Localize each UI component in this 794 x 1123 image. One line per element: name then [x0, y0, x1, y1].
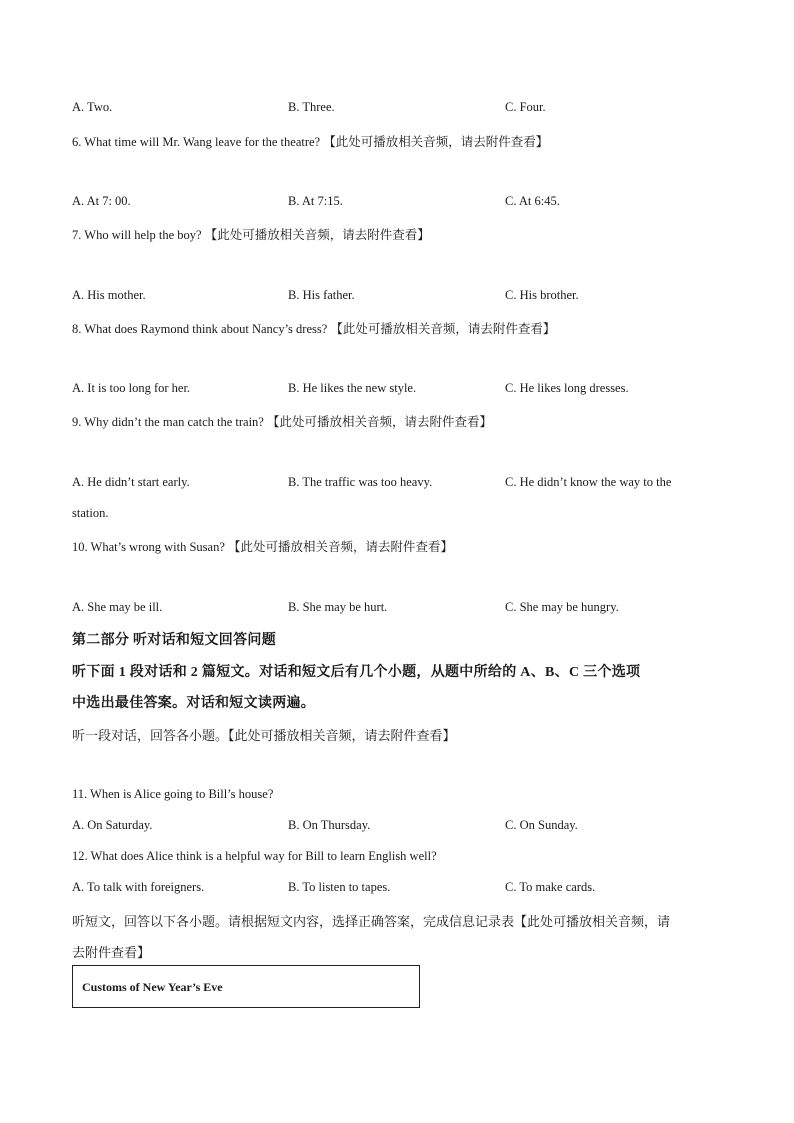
- q8-option-c: C. He likes long dresses.: [505, 381, 629, 395]
- table-header-cell: Customs of New Year’s Eve: [82, 980, 223, 994]
- q8-option-b: B. He likes the new style.: [288, 381, 417, 395]
- q11-question: 11. When is Alice going to Bill’s house?: [72, 787, 274, 801]
- q9-option-c-continued: station.: [72, 506, 109, 520]
- section-instruction-line2: 中选出最佳答案。对话和短文读两遍。: [72, 696, 316, 711]
- q10-question: 10. What’s wrong with Susan? 【此处可播放相关音频，请去附件查看】: [72, 540, 454, 554]
- q11-option-c: C. On Sunday.: [505, 818, 578, 832]
- q11-option-b: B. On Thursday.: [288, 818, 371, 832]
- q5-option-c: C. Four.: [505, 100, 546, 114]
- q9-question: 9. Why didn’t the man catch the train? 【此处可播放相关音频，请去附件查看】: [72, 415, 492, 429]
- q12-option-b: B. To listen to tapes.: [288, 880, 391, 894]
- q9-option-b: B. The traffic was too heavy.: [288, 475, 433, 489]
- q6-option-c: C. At 6:45.: [505, 194, 560, 208]
- q6-question: 6. What time will Mr. Wang leave for the theatre? 【此处可播放相关音频，请去附件查看】: [72, 135, 549, 149]
- q5-option-b: B. Three.: [288, 100, 335, 114]
- passage-intro-line2: 去附件查看】: [72, 945, 151, 960]
- dialogue-intro: 听一段对话，回答各小题。【此处可播放相关音频，请去附件查看】: [72, 728, 456, 743]
- q12-option-a: A. To talk with foreigners.: [72, 880, 205, 894]
- q8-option-a: A. It is too long for her.: [72, 381, 191, 395]
- section-instruction-line1: 听下面 1 段对话和 2 篇短文。对话和短文后有几个小题，从题中所给的 A、B、C 三个选项: [72, 665, 641, 680]
- q8-question: 8. What does Raymond think about Nancy’s dress? 【此处可播放相关音频，请去附件查看】: [72, 322, 556, 336]
- q10-option-c: C. She may be hungry.: [505, 600, 619, 614]
- q11-option-a: A. On Saturday.: [72, 818, 153, 832]
- q6-option-a: A. At 7: 00.: [72, 194, 131, 208]
- q12-question: 12. What does Alice think is a helpful way for Bill to learn English well?: [72, 849, 437, 863]
- q7-option-a: A. His mother.: [72, 288, 146, 302]
- section-title: 第二部分 听对话和短文回答问题: [72, 633, 276, 648]
- info-record-table: [72, 965, 420, 1008]
- q6-option-b: B. At 7:15.: [288, 194, 343, 208]
- q9-option-a: A. He didn’t start early.: [72, 475, 190, 489]
- passage-intro-line1: 听短文，回答以下各小题。请根据短文内容，选择正确答案，完成信息记录表【此处可播放相关音频，请: [72, 914, 671, 929]
- q10-option-b: B. She may be hurt.: [288, 600, 388, 614]
- q5-option-a: A. Two.: [72, 100, 113, 114]
- q9-option-c: C. He didn’t know the way to the: [505, 475, 672, 489]
- q7-option-c: C. His brother.: [505, 288, 579, 302]
- q12-option-c: C. To make cards.: [505, 880, 596, 894]
- q7-question: 7. Who will help the boy? 【此处可播放相关音频，请去附件查看】: [72, 228, 430, 242]
- q10-option-a: A. She may be ill.: [72, 600, 163, 614]
- q7-option-b: B. His father.: [288, 288, 355, 302]
